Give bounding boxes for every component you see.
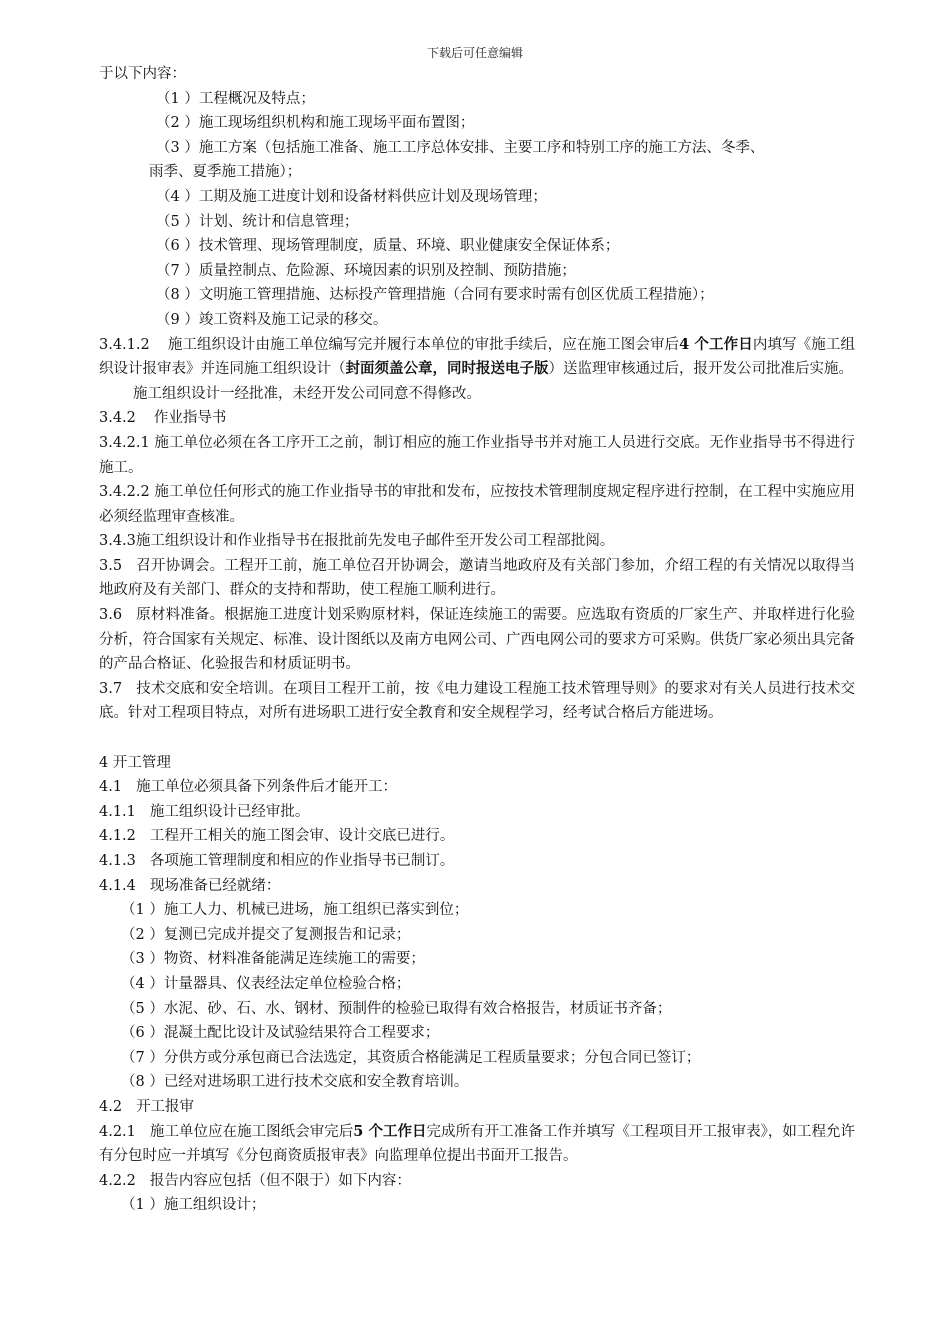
list-item: （5 ）计划、统计和信息管理；: [156, 213, 359, 230]
section-title: 作业指导书: [153, 410, 227, 427]
content-list: [99, 87, 855, 333]
list-item: （3 ）物资、材料准备能满足连续施工的需要；: [121, 951, 425, 968]
section-number: 4.2.1: [99, 1123, 136, 1140]
readiness-list: [99, 898, 855, 1095]
list-item: （2 ）复测已完成并提交了复测报告和记录；: [121, 926, 411, 943]
section-3-4-2-1: 3.4.2.1 施工单位必须在各工序开工之前，制订相应的施工作业指导书并对施工人员进行交底。无作业指导书不得进行施工。: [99, 434, 855, 476]
section-3-4-2-2: 3.4.2.2 施工单位任何形式的施工作业指导书的审批和发布，应按技术管理制度规定程序进行控制，在工程中实施应用必须经监理审查核准。: [99, 484, 855, 525]
section-text: 现场准备已经就绪：: [149, 877, 281, 894]
section-text: 报告内容应包括（但不限于）如下内容：: [149, 1172, 411, 1189]
section-4-1-3: [99, 849, 855, 874]
section-number: 4.2: [99, 1098, 123, 1115]
approval-note: 施工组织设计一经批准，未经开发公司同意不得修改。: [133, 385, 481, 402]
section-text: ）送监理审核通过后，报开发公司批准后实施。: [548, 361, 853, 378]
section-text: 召开协调会。工程开工前，施工单位召开协调会，邀请当地政府及有关部门参加，介绍工程的有关情况以取得当地政府及有关部门、群众的支持和帮助，使工程施工顺利进行。: [99, 557, 855, 599]
list-item: （8 ）文明施工管理措施、达标投产管理措施（合同有要求时需有创区优质工程措施）；: [156, 287, 714, 304]
section-number: 4.1: [99, 779, 123, 796]
section-number: 4.1.2: [99, 828, 136, 845]
section-text: 施工组织设计已经审批。: [149, 803, 310, 820]
section-text: 施工单位应在施工图纸会审完后: [149, 1123, 354, 1140]
bold-requirement: 封面须盖公章，同时报送电子版: [345, 360, 549, 378]
section-text: 完成所有开工准备工作并填写《工程项目开工报审表》，如工程允许有分包时应一并填写《分包商资质报审表》向监理单位提出书面开工报告。: [99, 1123, 856, 1165]
section-4-1-4: [99, 874, 855, 899]
section-3-4-3: 3.4.3施工组织设计和作业指导书在报批前先发电子邮件至开发公司工程部批阅。: [99, 533, 615, 550]
document-body: [99, 62, 855, 1218]
section-number: 3.6: [99, 607, 123, 624]
section-4-2: [99, 1095, 855, 1120]
section-4-1-2: [99, 824, 855, 849]
list-item: （6 ）混凝土配比设计及试验结果符合工程要求；: [121, 1025, 440, 1042]
section-number: 3.5: [99, 557, 123, 574]
section-number: 4.1.1: [99, 803, 136, 820]
section-text: 施工单位必须具备下列条件后才能开工：: [136, 779, 398, 796]
chapter-4-heading: 4 开工管理: [99, 754, 171, 771]
list-item: （1 ）施工人力、机械已进场，施工组织已落实到位；: [121, 902, 469, 919]
section-text: 内填写《施工组织设计报审表》并连同施工组织设计（: [99, 336, 856, 378]
section-3-7: [99, 677, 855, 726]
list-item: （7 ）分供方或分承包商已合法选定，其资质合格能满足工程质量要求；分包合同已签订；: [121, 1049, 701, 1066]
list-item-continuation: 雨季、夏季施工措施）；: [149, 164, 302, 181]
section-3-6: [99, 603, 855, 677]
list-item: （1 ）工程概况及特点；: [156, 90, 315, 107]
list-item: （1 ）施工组织设计；: [121, 1197, 266, 1214]
section-4-1-1: [99, 800, 855, 825]
section-3-4-2: [99, 406, 855, 431]
list-item: （4 ）工期及施工进度计划和设备材料供应计划及现场管理；: [156, 188, 547, 205]
section-number: 4.2.2: [99, 1172, 136, 1189]
bold-deadline: 5 个工作日: [353, 1122, 427, 1140]
section-3-4-1-2: [99, 333, 855, 382]
list-item: （8 ）已经对进场职工进行技术交底和安全教育培训。: [121, 1074, 469, 1091]
section-number: 3.7: [99, 680, 123, 697]
list-item: （6 ）技术管理、现场管理制度，质量、环境、职业健康安全保证体系；: [156, 238, 620, 255]
section-4-2-2: [99, 1169, 855, 1194]
intro-line: 于以下内容：: [99, 66, 186, 82]
list-item: （5 ）水泥、砂、石、水、钢材、预制件的检验已取得有效合格报告，材质证书齐备；: [121, 1000, 672, 1017]
section-number: 4.1.3: [99, 853, 136, 869]
section-title: 开工报审: [136, 1098, 195, 1115]
section-text: 原材料准备。根据施工进度计划采购原材料，保证连续施工的需要。应选取有资质的厂家生产、并取样进行化验分析，符合国家有关规定、标准、设计图纸以及南方电网公司、广西电网公司的要求方可采购。供货厂家必须出具完备的产品合格证、化验报告和材质证明书。: [99, 607, 855, 673]
list-item: （3 ）施工方案（包括施工准备、施工工序总体安排、主要工序和特别工序的施工方法、冬季、: [156, 139, 765, 156]
section-number: 3.4.2: [99, 410, 136, 427]
section-text: 技术交底和安全培训。在项目工程开工前，按《电力建设工程施工技术管理导则》的要求对有关人员进行技术交底。针对工程项目特点，对所有进场职工进行安全教育和安全规程学习，经考试合格后方能进场。: [99, 680, 855, 722]
list-item: （4 ）计量器具、仪表经法定单位检验合格；: [121, 975, 411, 992]
section-number: 3.4.1.2: [99, 336, 150, 353]
blank-line: [99, 726, 855, 751]
list-item: （2 ）施工现场组织机构和施工现场平面布置图；: [156, 115, 475, 132]
page-header: 下载后可任意编辑: [426, 46, 523, 60]
section-number: 4.1.4: [99, 877, 136, 894]
section-4-2-1: [99, 1120, 855, 1169]
section-4-1: [99, 775, 855, 800]
list-item: （9 ）竣工资料及施工记录的移交。: [156, 311, 388, 328]
section-text: 施工组织设计由施工单位编写完并履行本单位的审批手续后，应在施工图会审后: [167, 336, 680, 353]
section-text: 工程开工相关的施工图会审、设计交底已进行。: [149, 828, 455, 845]
section-3-5: [99, 554, 855, 603]
bold-deadline: 4 个工作日: [679, 335, 753, 353]
list-item: （7 ）质量控制点、危险源、环境因素的识别及控制、预防措施；: [156, 262, 576, 279]
section-text: 各项施工管理制度和相应的作业指导书已制订。: [149, 853, 455, 869]
